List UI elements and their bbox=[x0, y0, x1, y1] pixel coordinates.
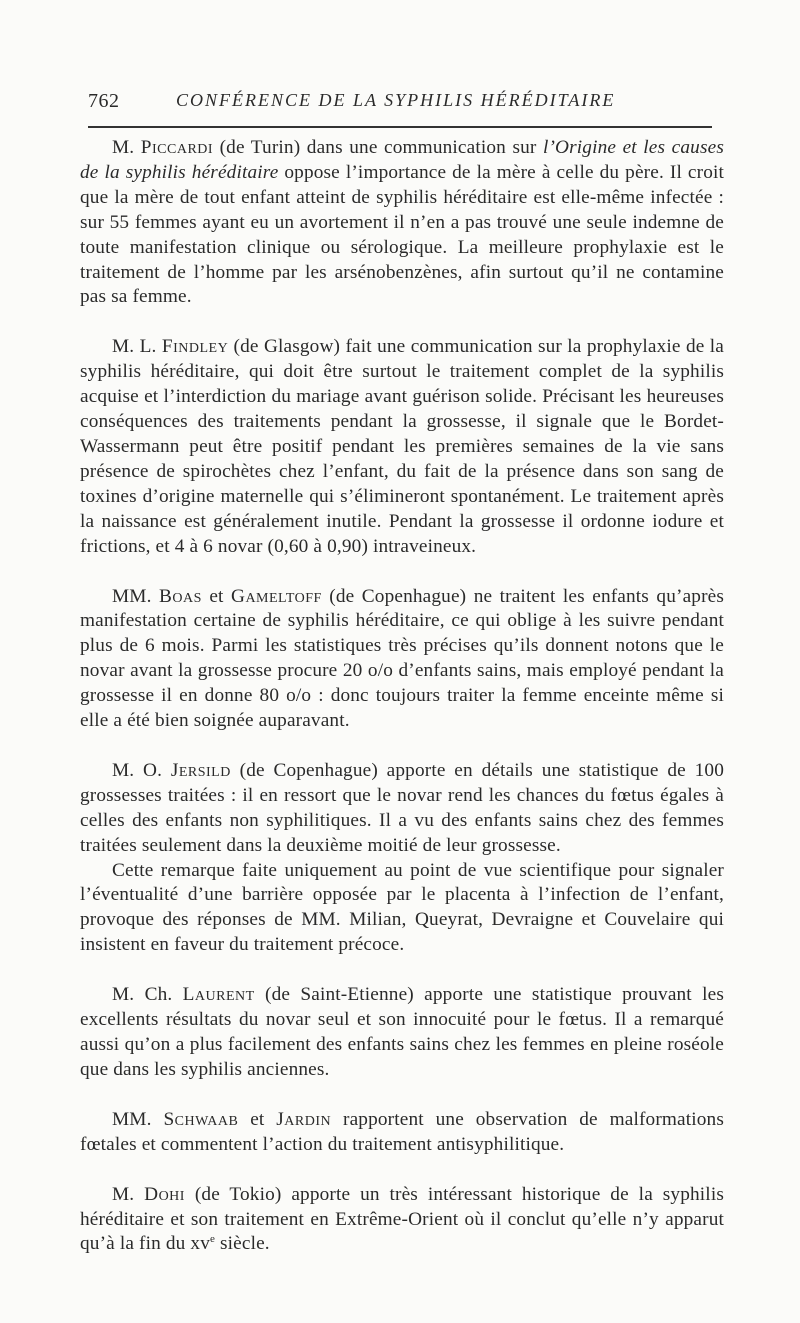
author-name: Jardin bbox=[276, 1108, 332, 1130]
author-name: Findley bbox=[161, 336, 229, 358]
paragraph-findley: M. L. Findley (de Glasgow) fait une communication sur la prophylaxie de la syphilis héréditaire, qui doit être surtout le traitement complet de la syphilis acquise et l’interdiction du mariage avant guérison solide. Précisant les heureuses conséquences des traitements pendant la grossesse, il signale que le Bordet-Wassermann peut être positif pendant les premières semaines de la vie sans présence de spirochètes chez l’enfant, du fait de la présence dans son sang de toxines d’origine maternelle qui s’élimineront spontanément. Le traitement après la naissance est généralement inutile. Pendant la grossesse il ordonne iodure et frictions, et 4 à 6 novar (0,60 à 0,90) intraveineux. bbox=[80, 336, 725, 557]
author-name: Gameltoff bbox=[231, 585, 322, 607]
page-header bbox=[88, 86, 714, 118]
author-name: Laurent bbox=[182, 984, 255, 1006]
paragraph-remarque: Cette remarque faite uniquement au point de vue scientifique pour signaler l’éventualité d’une barrière opposée par le placenta à l’infection de l’enfant, provoque des réponses de MM. Milian, Queyrat, Devraigne et Couvelaire qui insistent en faveur du traitement précoce. bbox=[80, 859, 724, 956]
header-rule bbox=[88, 126, 712, 128]
author-name: Piccardi bbox=[140, 137, 214, 158]
author-name: Dohi bbox=[144, 1183, 185, 1205]
paragraph-dohi: M. Dohi (de Tokio) apporte un très intéressant historique de la syphilis héréditaire et son traitement en Extrême-Orient où il conclut qu’elle n’y apparut qu’à la fin du $xv^e$ siècle. bbox=[80, 1183, 724, 1255]
paragraph-boas-gameltoff: MM. Boas et Gameltoff (de Copenhague) ne traitent les enfants qu’après manifestation certaine de syphilis héréditaire, ce qui oblige à les suivre pendant plus de 6 mois. Parmi les statistiques très précises qu’ils donnent notons que le novar avant la grossesse procure 20 o/o d’enfants sains, mais employé pendant la grossesse il en donne 80 o/o : donc toujours traiter la femme enceinte même si elle a été bien soignée auparavant. bbox=[80, 585, 724, 732]
paragraph-schwaab-jardin: MM. Schwaab et Jardin rapportent une observation de malformations fœtales et commentent l’action du traitement antisyphilitique. bbox=[80, 1108, 725, 1155]
paragraph-laurent: M. Ch. Laurent (de Saint-Etienne) apporte une statistique prouvant les excellents résultats du novar seul et son innocuité pour le fœtus. Il a remarqué aussi qu’on a plus facilement des enfants sains chez les femmes en pleine roséole que dans les syphilis anciennes. bbox=[80, 984, 724, 1080]
article-body bbox=[80, 136, 724, 1282]
superscript: e bbox=[210, 1233, 216, 1246]
work-title: l’Origine et les causes de la syphilis héréditaire bbox=[80, 137, 724, 183]
running-title: CONFÉRENCE DE LA SYPHILIS HÉRÉDITAIRE bbox=[176, 90, 616, 110]
author-name: Boas bbox=[159, 585, 202, 607]
paragraph-piccardi: M. Piccardi (de Turin) dans une communication sur l’Origine et les causes de la syphilis héréditaire oppose l’importance de la mère à celle du père. Il croit que la mère de tout enfant atteint de syphilis héréditaire est elle-même infectée : sur 55 femmes ayant eu un avortement il n’en a pas trouvé une seule indemne de toute manifestation clinique ou sérologique. La meilleure prophylaxie est le traitement de l’homme par les arsénobenzènes, afin surtout qu’il ne contamine pas sa femme. bbox=[80, 137, 724, 308]
paragraph-jersild: M. O. Jersild (de Copenhague) apporte en détails une statistique de 100 grossesses traitées : il en ressort que le novar rend les chances du fœtus égales à celles des enfants non syphilitiques. Il a vu des enfants sains chez des femmes traitées seulement dans la deuxième moitié de leur grossesse. bbox=[80, 759, 724, 856]
author-name: Schwaab bbox=[163, 1108, 239, 1130]
page-number: 762 bbox=[88, 90, 120, 112]
author-name: Jersild bbox=[170, 759, 231, 781]
